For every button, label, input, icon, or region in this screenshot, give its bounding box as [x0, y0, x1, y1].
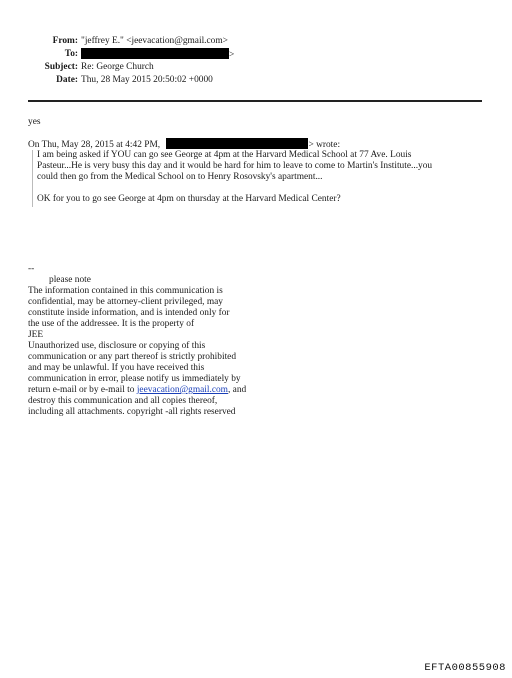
- document-id: EFTA00855908: [424, 662, 506, 674]
- disclaimer-line: constitute inside information, and is intended only for: [28, 308, 230, 318]
- disclaimer-line: The information contained in this communication is: [28, 286, 223, 296]
- quote-bar: [32, 150, 33, 207]
- quote-line: I am being asked if YOU can go see George at 4pm at the Harvard Medical School at 77 Ave. Louis: [37, 150, 412, 160]
- note-title: please note: [49, 275, 91, 285]
- disclaimer-line: communication in error, please notify us immediately by: [28, 374, 241, 384]
- quote-question: OK for you to go see George at 4pm on thursday at the Harvard Medical Center?: [37, 194, 341, 204]
- disclaimer-line: destroy this communication and all copies thereof,: [28, 396, 218, 406]
- redaction-box: [166, 138, 308, 149]
- redaction-box: [81, 48, 229, 59]
- to-suffix: >: [229, 50, 235, 60]
- subject-value: Re: George Church: [81, 62, 154, 72]
- to-label: To:: [64, 49, 78, 59]
- disclaimer-line: the use of the addressee. It is the property of: [28, 319, 195, 329]
- date-value: Thu, 28 May 2015 20:50:02 +0000: [81, 75, 213, 85]
- disclaimer-line: including all attachments. copyright -all rights reserved: [28, 407, 236, 417]
- disclaimer-line: and may be unlawful. If you have received this: [28, 363, 205, 373]
- quote-line: Pasteur...He is very busy this day and it would be hard for him to leave to come to Martin's Institute...you: [37, 161, 433, 171]
- disclaimer-line: communication or any part thereof is strictly prohibited: [28, 352, 237, 362]
- quote-line: could then go from the Medical School on to Henry Rosovsky's apartment...: [37, 172, 323, 182]
- date-label: Date:: [56, 75, 78, 85]
- disclaimer-line: JEE: [28, 330, 44, 340]
- from-value: "jeffrey E." <jeevacation@gmail.com>: [81, 36, 228, 46]
- quote-intro-prefix: On Thu, May 28, 2015 at 4:42 PM,: [28, 140, 161, 150]
- reply-text: yes: [28, 117, 41, 127]
- disclaimer-line: confidential, may be attorney-client privileged, may: [28, 297, 223, 307]
- subject-label: Subject:: [44, 62, 78, 72]
- disclaimer-email-line: return e-mail or by e-mail to jeevacation@gmail.com, and: [28, 385, 247, 395]
- from-label: From:: [52, 36, 78, 46]
- signature-separator: --: [28, 264, 35, 274]
- quote-intro-suffix: > wrote:: [308, 140, 341, 150]
- header-divider: [28, 100, 482, 102]
- disclaimer-line: Unauthorized use, disclosure or copying of this: [28, 341, 206, 351]
- email-link[interactable]: jeevacation@gmail.com: [136, 385, 228, 395]
